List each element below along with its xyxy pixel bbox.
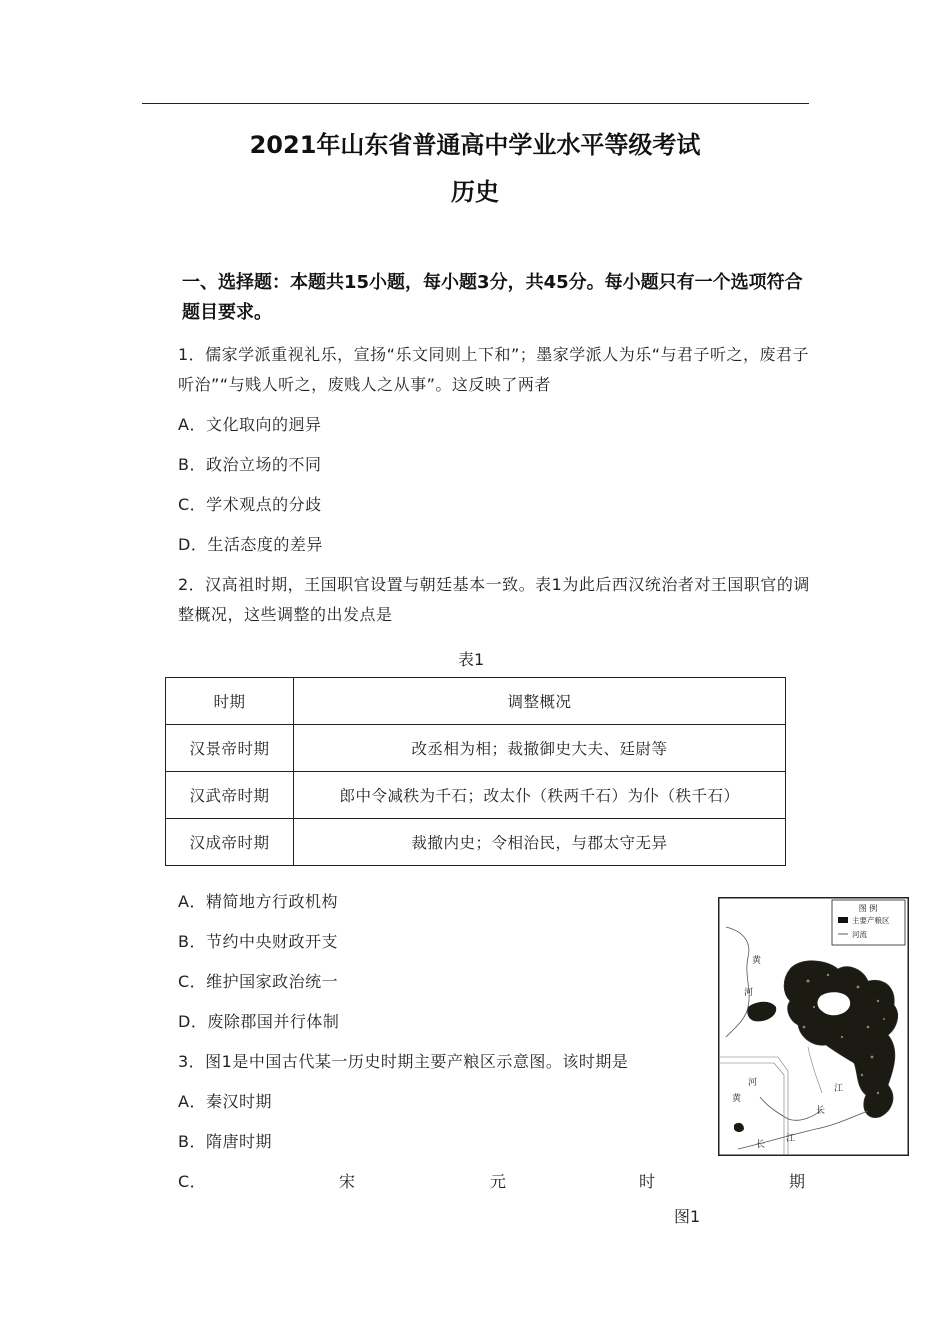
section-heading: 一、选择题：本题共15小题，每小题3分，共45分。每小题只有一个选项符合题目要求。 xyxy=(182,272,803,323)
q1-option-b: B．政治立场的不同 xyxy=(178,455,322,474)
table-cell: 汉成帝时期 xyxy=(166,819,294,866)
q3-option-c-char: 元 xyxy=(490,1172,507,1191)
table-row xyxy=(166,772,786,819)
q1-option-d: D．生活态度的差异 xyxy=(178,535,323,554)
q2-option-d: D．废除郡国并行体制 xyxy=(178,1012,340,1031)
table-cell: 郎中令减秩为千石；改太仆（秩两千石）为仆（秩千石） xyxy=(294,772,786,819)
q3-option-a: A．秦汉时期 xyxy=(178,1092,272,1111)
q3-option-c-letter: C． xyxy=(178,1172,207,1191)
map-label: 河 xyxy=(744,988,754,998)
table-cell: 裁撤内史；令相治民，与郡太守无异 xyxy=(294,819,786,866)
table-header-cell: 时期 xyxy=(166,678,294,725)
q3-stem: 3．图1是中国古代某一历史时期主要产粮区示意图。该时期是 xyxy=(178,1052,629,1071)
q3-option-c-char: 时 xyxy=(639,1172,656,1191)
exam-title: 2021年山东省普通高中学业水平等级考试 xyxy=(249,131,701,159)
map-label: 江 xyxy=(786,1134,796,1144)
legend-grain-label: 主要产粮区 xyxy=(852,916,890,925)
q2-option-a: A．精简地方行政机构 xyxy=(178,892,338,911)
legend-title: 图 例 xyxy=(858,904,878,913)
table-cell: 汉景帝时期 xyxy=(166,725,294,772)
figure-caption: 图1 xyxy=(674,1207,701,1226)
map-label: 黄 xyxy=(752,956,762,966)
table-header-row xyxy=(166,678,786,725)
q2-option-b: B．节约中央财政开支 xyxy=(178,932,338,951)
q2-stem: 2．汉高祖时期，王国职官设置与朝廷基本一致。表1为此后西汉统治者对王国职官的调整概况，这些调整的出发点是 xyxy=(178,575,810,624)
map-label: 河 xyxy=(748,1078,758,1088)
table-cell: 汉武帝时期 xyxy=(166,772,294,819)
q1-stem: 1．儒家学派重视礼乐，宣扬“乐文同则上下和”；墨家学派人为乐“与君子听之，废君子听治”“与贱人听之，废贱人之从事”。这反映了两者 xyxy=(178,345,810,394)
grain-region-map xyxy=(718,897,909,1156)
subject-title: 历史 xyxy=(451,178,499,206)
q1-option-a: A．文化取向的迥异 xyxy=(178,415,322,434)
adjustment-table xyxy=(165,677,786,866)
map-label: 长 xyxy=(756,1140,766,1150)
q3-option-b: B．隋唐时期 xyxy=(178,1132,272,1151)
legend-river-label: 河流 xyxy=(852,930,867,939)
table-caption: 表1 xyxy=(458,650,485,669)
legend-grain-swatch xyxy=(838,917,848,923)
q3-option-c-char: 期 xyxy=(789,1172,806,1191)
table-cell: 改丞相为相；裁撤御史大夫、廷尉等 xyxy=(294,725,786,772)
q2-option-c: C．维护国家政治统一 xyxy=(178,972,339,991)
map-label: 长 xyxy=(816,1106,826,1116)
header-rule xyxy=(142,103,809,104)
q1-option-c: C．学术观点的分歧 xyxy=(178,495,322,514)
map-label: 黄 xyxy=(732,1094,742,1104)
table-row xyxy=(166,819,786,866)
table-row xyxy=(166,725,786,772)
map-label: 江 xyxy=(834,1084,844,1094)
table-header-cell: 调整概况 xyxy=(294,678,786,725)
q3-option-c-char: 宋 xyxy=(339,1172,356,1191)
